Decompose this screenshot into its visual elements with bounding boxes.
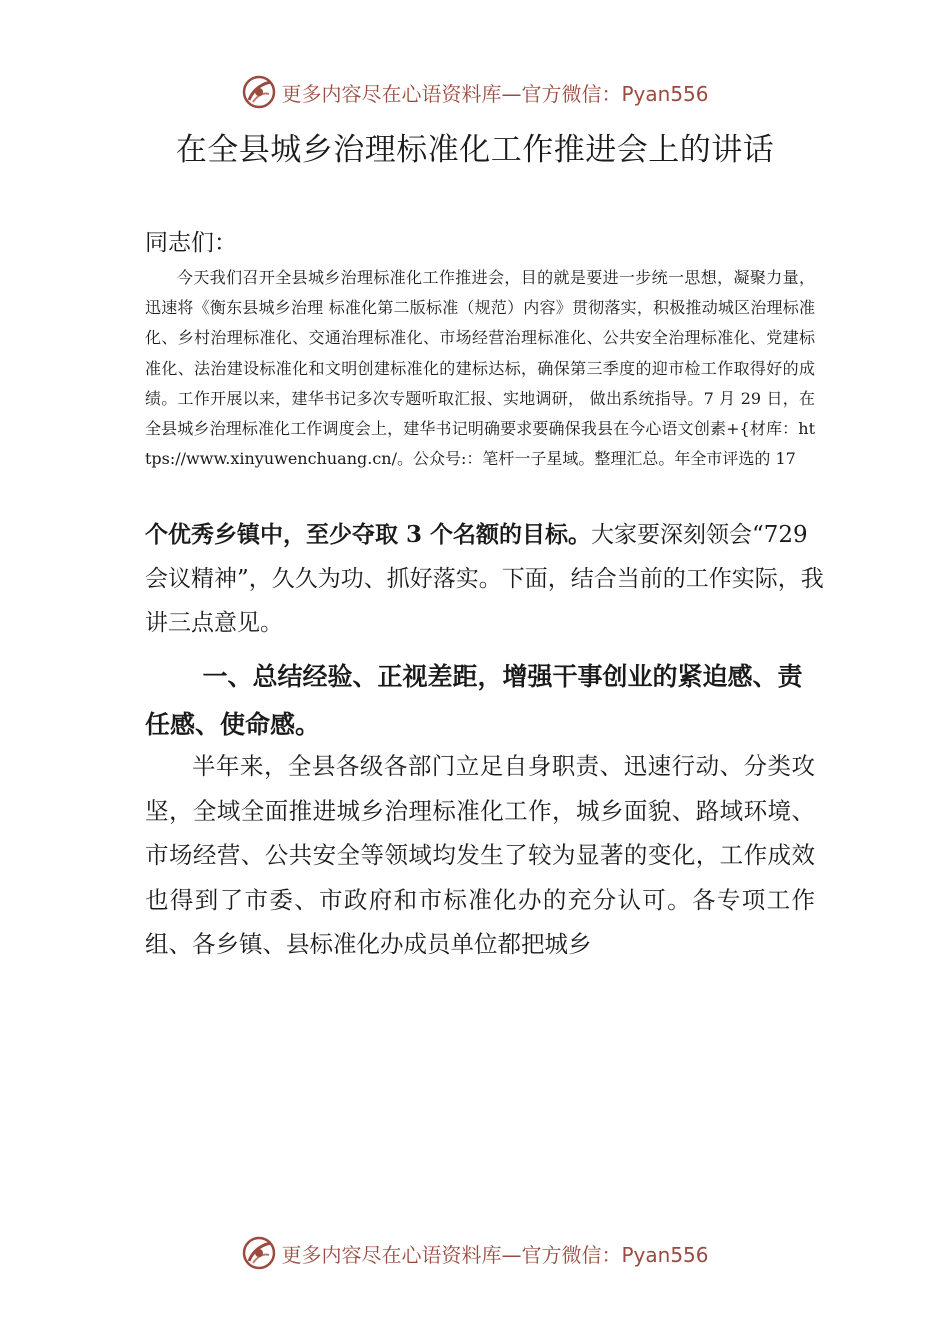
watermark-wechat-id: Pyan556 bbox=[621, 81, 709, 106]
intro-bold-text: 个优秀乡镇中，至少夺取 3 个名额的目标。 bbox=[145, 521, 592, 548]
watermark-header bbox=[0, 72, 950, 112]
watermark-text bbox=[281, 78, 708, 107]
watermark-footer bbox=[0, 1233, 950, 1273]
logo-icon bbox=[241, 1235, 277, 1271]
intro-paragraph-small: 今天我们召开全县城乡治理标准化工作推进会，目的就是要进一步统一思想，凝聚力量，迅速将《衡东县城乡治理 标准化第二版标准（规范）内容》贯彻落实，积极推动城区治理标准化、乡村治理标准化、交通治理标准化、市场经营治理标准化、公共安全治理标准化、党建标准化、法治建设标准化和文明创建标准化的建标达标，确保第三季度的迎市检工作取得好的成绩。工作开展以来，建华书记多次专题听取汇报、实地调研， 做出系统指导。7 月 29 日，在全县城乡治理标准化工作调度会上，建华书记明确要求要确保我县在今心语文创素+{材库：https://www.xinyuwenchuang.cn/。公众号:：笔杆一子星域。整理汇总。年全市评选的 17 bbox=[145, 268, 815, 469]
logo-icon bbox=[241, 74, 277, 110]
intro-paragraph-continuation bbox=[145, 513, 825, 645]
section-1-body: 半年来，全县各级各部门立足自身职责、迅速行动、分类攻坚，全域全面推进城乡治理标准化工作，城乡面貌、路域环境、市场经营、公共安全等领域均发生了较为显著的变化，工作成效也得到了市委、市政府和市标准化办的充分认可。各专项工作组、各乡镇、县标准化办成员单位都把城乡 bbox=[145, 752, 815, 958]
intro-rest-text: 大家要深刻领会“729 会议精神”，久久为功、抓好落实。下面，结合当前的工作实际，我讲三点意见。 bbox=[145, 522, 824, 636]
section-heading-1: 一、总结经验、正视差距，增强干事创业的紧迫感、责任感、使命感。 bbox=[145, 662, 803, 739]
watermark-label: 更多内容尽在心语资料库—官方微信： bbox=[281, 81, 622, 106]
watermark-text bbox=[281, 1239, 708, 1268]
watermark-label: 更多内容尽在心语资料库—官方微信： bbox=[281, 1242, 622, 1267]
salutation: 同志们： bbox=[145, 230, 237, 256]
watermark-wechat-id: Pyan556 bbox=[621, 1242, 709, 1267]
document-title: 在全县城乡治理标准化工作推进会上的讲话 bbox=[175, 132, 775, 168]
